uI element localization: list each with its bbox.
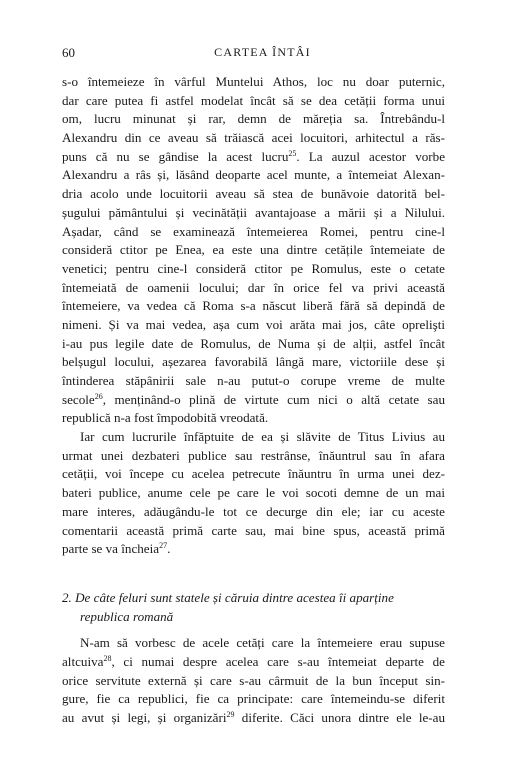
paragraph xyxy=(62,73,445,428)
text-segment: parte se va încheia xyxy=(62,541,160,557)
footnote-ref[interactable]: 28 xyxy=(103,653,112,663)
text-line: gure, fie ca republici, fie ca principate: care întemeindu-se diferit xyxy=(62,691,445,707)
text-line: Iar cum lucrurile înfăptuite de ea și slăvite de Titus Livius au xyxy=(80,429,445,445)
text-line xyxy=(62,709,445,728)
text-line: dria acolo unde locuitorii aveau să stea de bunăvoie datorită bel- xyxy=(62,186,445,202)
paragraph xyxy=(62,428,445,559)
text-line: întinderea stăpânirii sale n-au putut-o corupe vreme de multe xyxy=(62,373,445,388)
text-line: comentarii această primă carte sau, mai bine spus, această primă xyxy=(62,522,445,538)
running-head: CARTEA ÎNTÂI xyxy=(214,45,311,59)
text-line: Așadar, când se examinează întemeierea Romei, pentru cine-l xyxy=(62,223,445,239)
footnote-ref[interactable]: 25 xyxy=(288,148,297,158)
text-segment: diferite. Căci unora dintre ele le-au xyxy=(234,710,446,725)
text-line: s-o întemeieze în vârful Muntelui Athos, loc nu doar puternic, xyxy=(62,74,445,89)
text-segment: au avut și legi, și organizări xyxy=(62,710,227,725)
text-segment: puns că nu se gândise la acest lucru xyxy=(62,148,289,164)
text-line xyxy=(62,540,445,559)
text-line: belșugul locului, așezarea favorabilă lângă mare, victoriile dese și xyxy=(62,354,445,370)
text-segment: secole xyxy=(62,391,95,407)
text-line xyxy=(62,148,445,167)
footnote-ref[interactable]: 26 xyxy=(94,391,103,401)
text-line: Alexandru din ce aveau să trăiască acei locuitori, arhitectul a răs- xyxy=(62,130,445,146)
text-line: consideră ctitor pe Enea, ea este una dintre cetățile întemeiate de xyxy=(62,242,445,258)
text-line: orice servitute externă și care s-au cârmuit de la bun început sin- xyxy=(62,672,445,688)
section-heading xyxy=(62,589,445,626)
text-segment: , ci numai despre acelea care s-au întemeiat departe de xyxy=(111,653,445,669)
text-segment: . xyxy=(167,541,171,557)
footnote-ref[interactable]: 29 xyxy=(226,710,235,719)
footnote-ref[interactable]: 27 xyxy=(159,541,168,551)
heading-line: 2. De câte feluri sunt statele și căruia dintre acestea îi aparține xyxy=(62,589,394,605)
page-body xyxy=(62,73,445,728)
text-line: șugului pământului și vecinătății avantajoase a mării și a Nilului. xyxy=(62,204,445,220)
text-line: cetății, voi începe cu acelea petrecute înăuntru în urma unei dez- xyxy=(62,466,445,482)
text-line: venetici; pentru cine-l consideră ctitor pe Romulus, este o cetate xyxy=(62,260,445,276)
text-line xyxy=(62,391,445,410)
text-line: N-am să vorbesc de acele cetăți care la întemeiere erau supuse xyxy=(80,635,445,651)
text-line: dar care putea fi astfel modelat încât să se dea cetății forma unui xyxy=(62,92,445,108)
text-line xyxy=(62,653,445,672)
text-line: om, lucru minunat și rar, demn de măreția sa. Întrebându-l xyxy=(62,111,445,127)
text-segment: altcuiva xyxy=(62,653,104,669)
text-line: urmat unei dezbateri publice sau restrânse, înăuntrul sau în afara xyxy=(62,447,445,463)
text-segment: . La auzul acestor vorbe xyxy=(296,148,446,164)
text-line: întemeiere, va vedea că Roma s-a născut liberă fără să depindă de xyxy=(62,298,445,314)
paragraph xyxy=(62,634,445,727)
text-line: Alexandru a râs și, lăsând deoparte acel munte, a întemeiat Alexan- xyxy=(62,167,445,183)
text-line: mare interes, adăugându-le tot ce decurge din ele; iar cu aceste xyxy=(62,503,445,519)
text-line: bateri publice, anume cele pe care le voi socoti demne de un mai xyxy=(62,485,445,501)
text-line: i-au pus legile date de Romulus, de Numa și de alții, astfel încât xyxy=(62,335,445,351)
text-line: republică n-a fost împodobită vreodată. xyxy=(62,410,269,426)
text-line: întemeiată de oamenii locului; dar în orice fel va privi această xyxy=(62,279,445,295)
text-segment: , menținând-o plină de virtute cum nici o altă cetate sau xyxy=(102,391,445,407)
page-number: 60 xyxy=(62,45,75,60)
text-line: nimeni. Și va mai vedea, așa cum voi arăta mai jos, câte oprelişti xyxy=(62,316,445,332)
heading-line: republica romană xyxy=(80,608,174,624)
